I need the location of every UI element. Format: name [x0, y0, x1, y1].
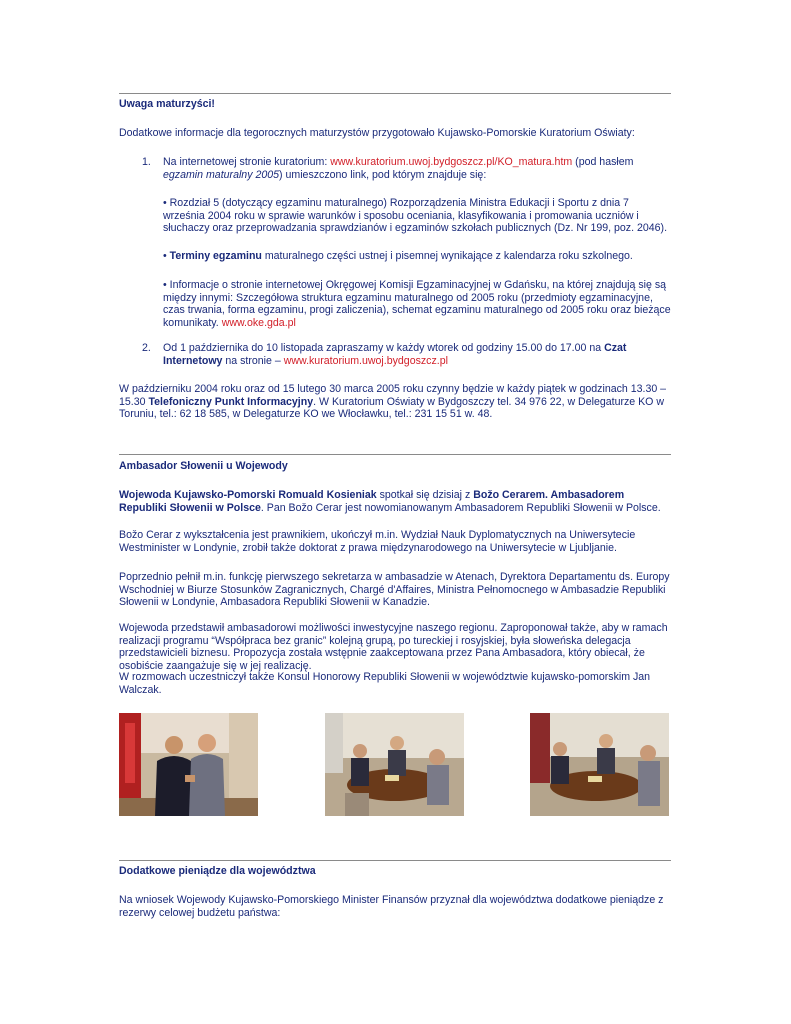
oke-link[interactable]: www.oke.gda.pl	[221, 316, 296, 329]
list-item-text: ) umieszczono link, pod którym znajduje się:	[279, 168, 487, 181]
bullet-text: maturalnego części ustnej i pisemnej wynikające z kalendarza roku szkolnego.	[261, 250, 633, 262]
bullet-oke-info	[163, 279, 671, 329]
bold-term: Terminy egzaminu	[169, 250, 262, 262]
ambassador-paragraph-4: Wojewoda przedstawił ambasadorowi możliwości inwestycyjne naszego regionu. Zaproponował także, aby w ramach realizacji programu “Współpraca bez granic” kolejną grupą, po tureckiej i rosyjskiej, była słoweńska delegacja przedstawicieli biznesu. Propozycja została wstępnie zaakceptowana przez Pana Ambasadora, który obiecał, że osobiście zaangażuje się w jej realizację.	[119, 622, 668, 672]
paragraph-text: spotkał się dzisiaj z	[376, 489, 474, 501]
ambassador-paragraph-5: W rozmowach uczestniczył także Konsul Honorowy Republiki Słowenii w województwie kujawsko-pomorskim Jan Walczak.	[119, 671, 651, 696]
photo-meeting-table	[325, 713, 464, 816]
bullet-marker: •	[163, 250, 170, 262]
intro-paragraph: Dodatkowe informacje dla tegorocznych maturzystów przygotowało Kujawsko-Pomorskie Kuratorium Oświaty:	[119, 127, 635, 139]
ambassador-paragraph-3: Poprzednio pełnił m.in. funkcję pierwszego sekretarza w ambasadzie w Atenach, Dyrektora Departamentu ds. Europy Wschodniej w Biurze Stosunków Zagranicznych, Chargé d'Affaires, Ministra Pełnomocnego w Ambasadzie Republiki Słowenii w Londynie, Ambasadora Republiki Słowenii w Kanadzie.	[119, 571, 670, 609]
kuratorium-matura-link[interactable]: www.kuratorium.uwoj.bydgoszcz.pl/KO_matura.htm	[330, 156, 573, 168]
paragraph-text: . W Kuratorium Oświaty w Bydgoszczy tel. 34 976 22, w Delegaturze KO w Toruniu, tel.: 62 18 585, w Delegaturze KO we Włocławku, tel.: 231 15 51 w. 48.	[119, 395, 665, 421]
section-title-matura: Uwaga maturzyści!	[119, 98, 215, 110]
kuratorium-link[interactable]: www.kuratorium.uwoj.bydgoszcz.pl	[283, 354, 448, 367]
list-item-1	[163, 156, 671, 181]
list-item-text: Na internetowej stronie kuratorium:	[163, 156, 331, 168]
bullet-exam-dates	[163, 250, 671, 263]
section-divider	[119, 454, 671, 455]
paragraph-text: . Pan Božo Cerar jest nowomianowanym Ambasadorem Republiki Słowenii w Polsce.	[260, 501, 661, 514]
ambassador-paragraph-1	[119, 489, 671, 514]
photo-meeting-table-2	[530, 713, 669, 816]
section-title-ambassador: Ambasador Słowenii u Wojewody	[119, 460, 288, 472]
section-title-funds: Dodatkowe pieniądze dla województwa	[119, 865, 316, 877]
list-item-2	[163, 342, 671, 367]
list-number: 1.	[142, 156, 151, 168]
italic-term: egzamin maturalny 2005	[163, 168, 280, 181]
photo-handshake	[119, 713, 258, 816]
list-item-text: Od 1 października do 10 listopada zapraszamy w każdy wtorek od godziny 15.00 do 17.00 na	[163, 342, 605, 354]
bold-term: Czat Internetowy	[163, 342, 627, 367]
list-number: 2.	[142, 342, 151, 354]
bullet-text: • Informacje o stronie internetowej Okręgowej Komisji Egzaminacyjnej w Gdańsku, na której znajdują się są między innymi: Szczegółowa struktura egzaminu maturalnego od 2005 roku (przedmioty egzaminacyjne, czas trwania, forma egzaminu, progi zaliczenia), schemat egzaminu maturalnego od 2005 roku oraz bieżące komunikaty.	[163, 279, 671, 329]
section-divider	[119, 860, 671, 861]
list-item-text: (pod hasłem	[572, 156, 634, 168]
list-item-text: na stronie –	[222, 354, 284, 367]
bullet-regulation: • Rozdział 5 (dotyczący egzaminu maturalnego) Rozporządzenia Ministra Edukacji i Sportu z dnia 7 września 2004 roku w sprawie warunków i sposobu oceniania, klasyfikowania i promowania uczniów i słuchaczy oraz przeprowadzania sprawdzianów i egzaminów szkołach publicznych (Dz. Nr 199, poz. 2046).	[163, 197, 668, 235]
funds-paragraph: Na wniosek Wojewody Kujawsko-Pomorskiego Minister Finansów przyznał dla województwa dodatkowe pieniądze z rezerwy celowej budżetu państwa:	[119, 894, 664, 919]
section-divider	[119, 93, 671, 94]
ambassador-paragraph-2: Božo Cerar z wykształcenia jest prawnikiem, ukończył m.in. Wydział Nauk Dyplomatycznych na Uniwersytecie Westminister w Londynie, zrobił także doktorat z prawa międzynarodowego na Uniwersytecie w Ljubljanie.	[119, 529, 636, 554]
bold-name: Wojewoda Kujawsko-Pomorski Romuald Kosieniak	[119, 489, 377, 501]
bold-name: Božo Cerarem. Ambasadorem Republiki Słowenii w Polsce	[119, 489, 625, 514]
paragraph-text: W październiku 2004 roku oraz od 15 lutego 30 marca 2005 roku czynny będzie w każdy piątek w godzinach 13.30 – 15.30	[119, 383, 667, 408]
bold-term: Telefoniczny Punkt Informacyjny	[148, 395, 314, 408]
info-point-paragraph	[119, 383, 671, 421]
